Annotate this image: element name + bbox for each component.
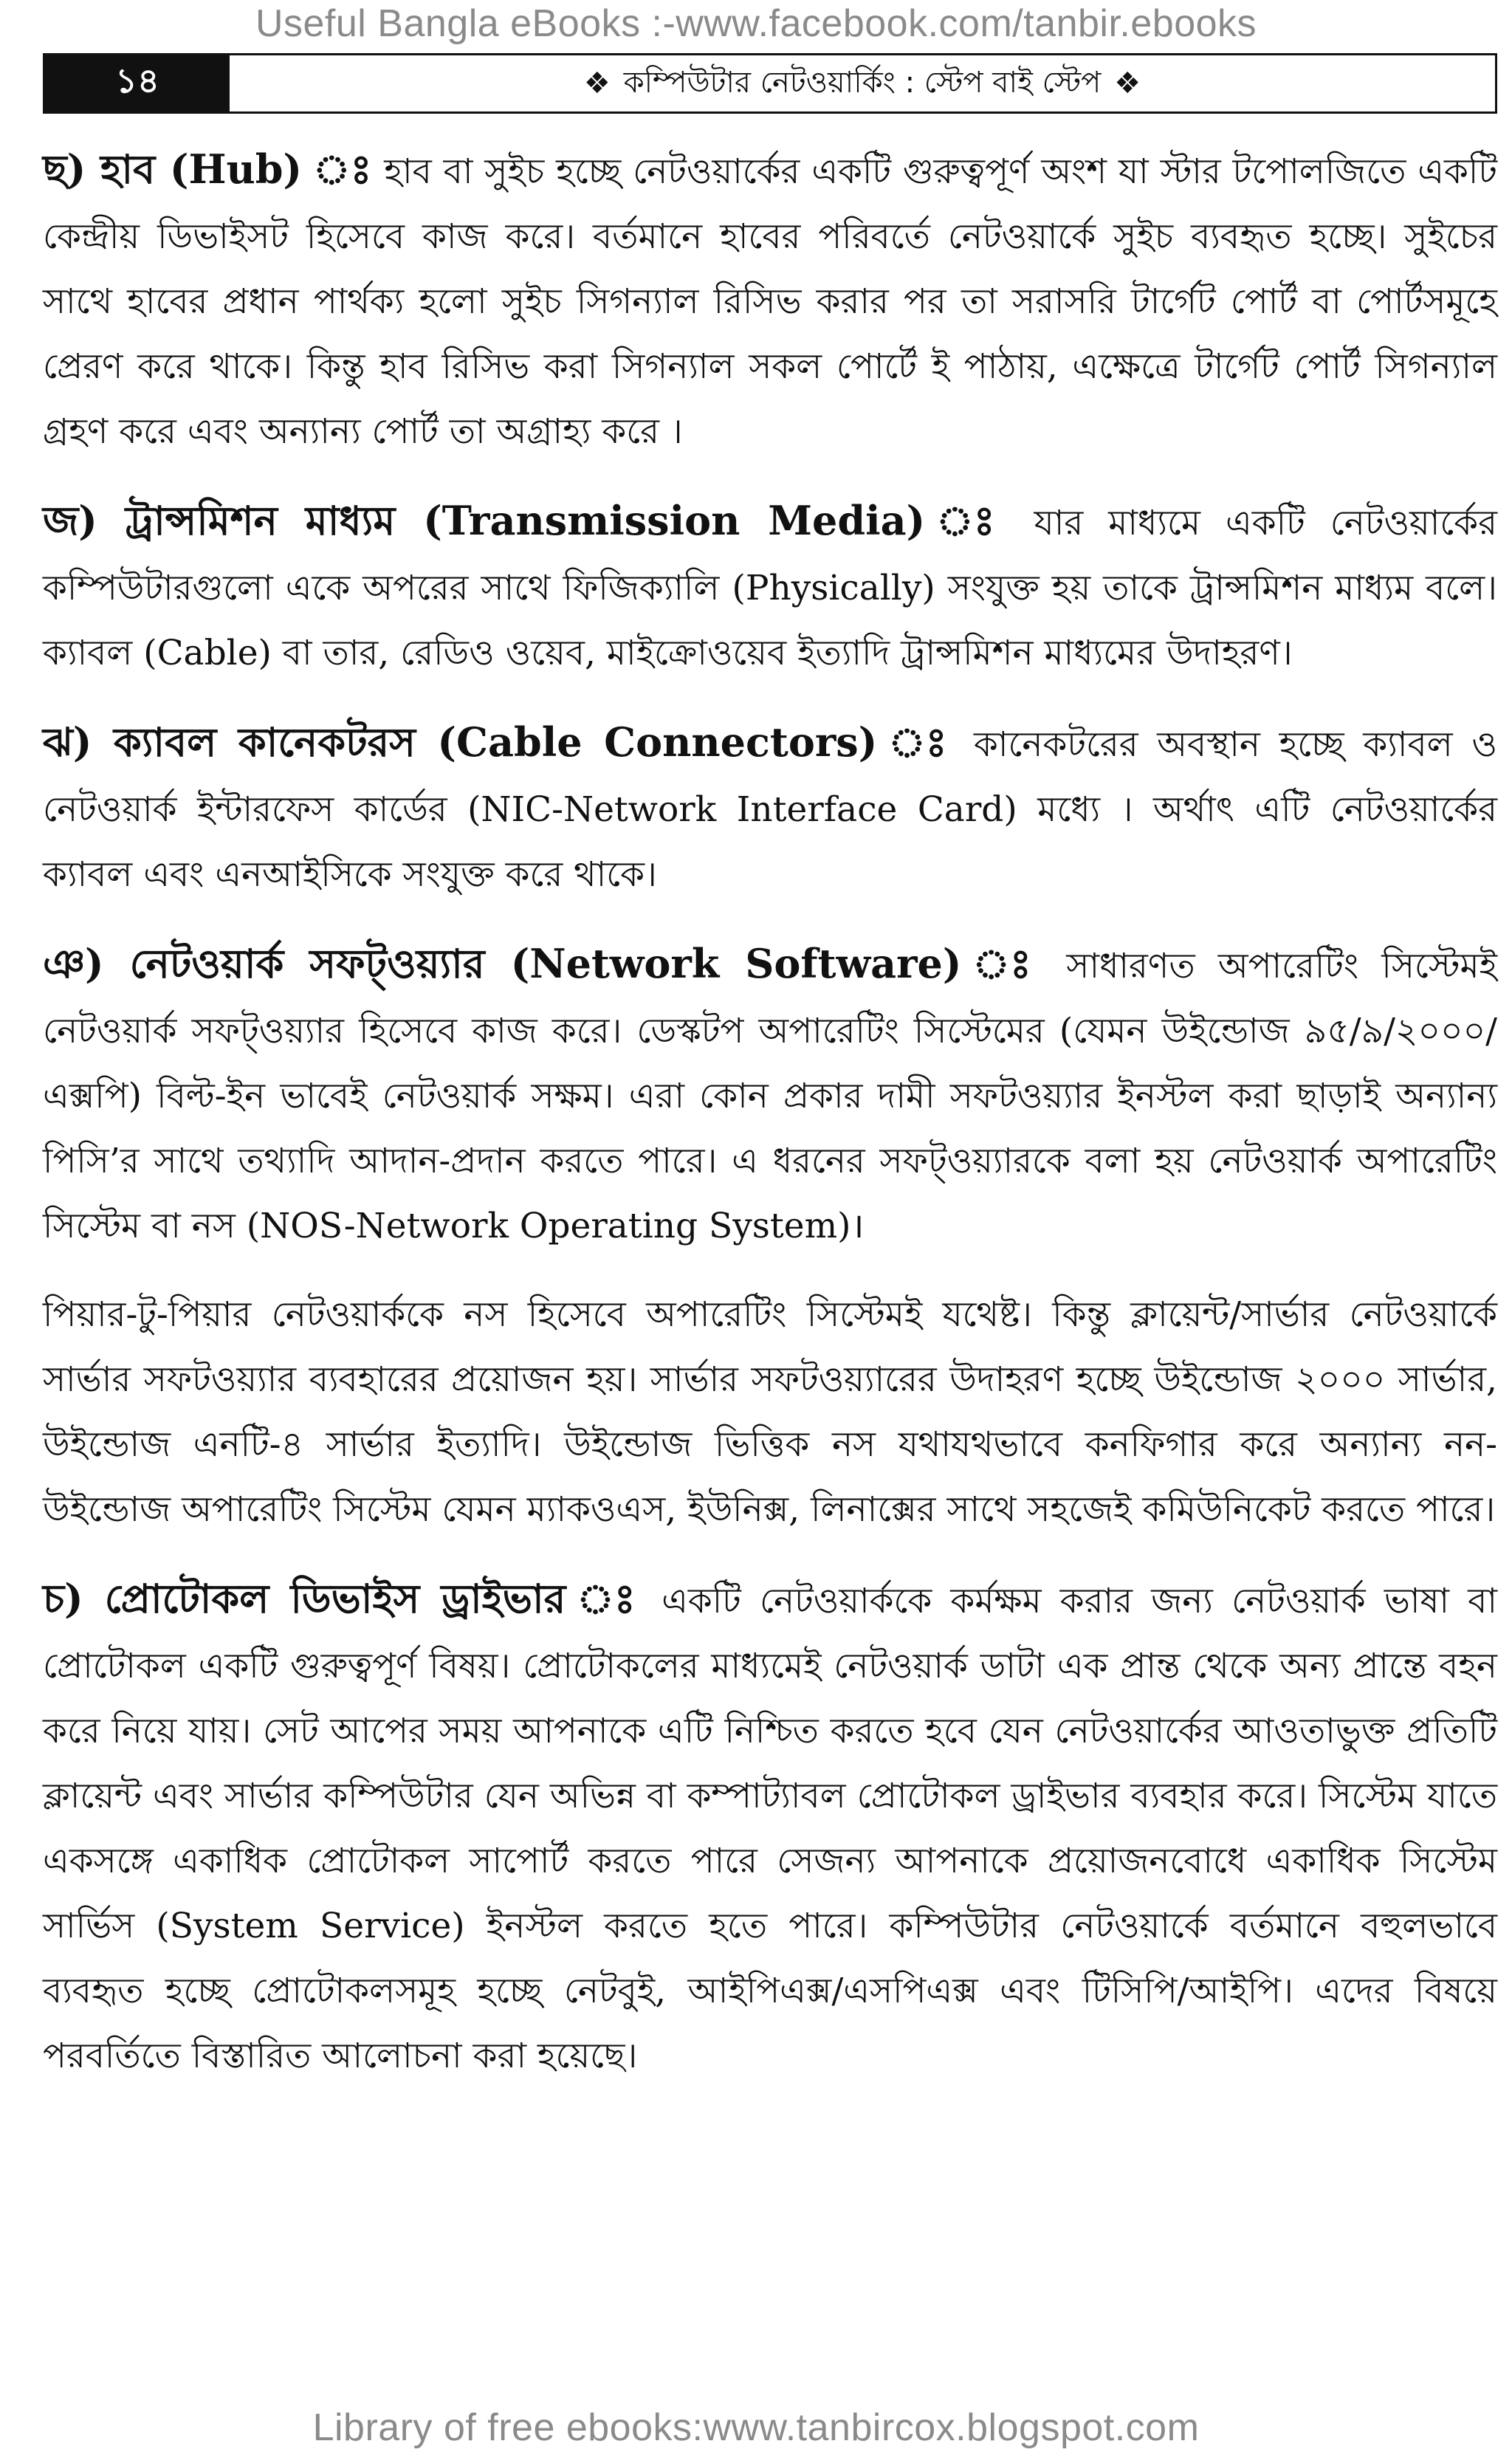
section-transmission-media xyxy=(43,488,1497,686)
section-body: সাধারণত অপারেটিং সিস্টেমই নেটওয়ার্ক সফট্ওয়্যার হিসেবে কাজ করে। ডেস্কটপ অপারেটিং সিস্টেমের (যেমন উইন্ডোজ ৯৫/৯/২০০০/এক্সপি) বিল্ট-ইন ভাবেই নেটওয়ার্ক সক্ষম। এরা কোন প্রকার দামী সফটওয়্যার ইনস্টল করা ছাড়াই অন্যান্য পিসি’র সাথে তথ্যাদি আদান-প্রদান করতে পারে। এ ধরনের সফট্ওয়্যারকে বলা হয় নেটওয়ার্ক অপারেটিং সিস্টেম বা নস (NOS-Network Operating System)। xyxy=(43,946,1497,1246)
watermark-top: Useful Bangla eBooks :-www.facebook.com/tanbir.ebooks xyxy=(255,2,1257,45)
section-heading: জ) ট্রান্সমিশন মাধ্যম (Transmission Media) ঃ xyxy=(43,497,1009,544)
section-heading: ঞ) নেটওয়ার্ক সফট্ওয়্যার (Network Software) ঃ xyxy=(43,940,1044,987)
section-body: যার মাধ্যমে একটি নেটওয়ার্কের কম্পিউটারগুলো একে অপরের সাথে ফিজিক্যালি (Physically) সংযুক্ত হয় তাকে ট্রান্সমিশন মাধ্যম বলে। ক্যাবল (Cable) বা তার, রেডিও ওয়েব, মাইক্রোওয়েব ইত্যাদি ট্রান্সমিশন মাধ্যমের উদাহরণ। xyxy=(43,503,1497,673)
page-header xyxy=(43,53,1497,114)
section-heading: ঝ) ক্যাবল কানেকটরস (Cable Connectors) ঃ xyxy=(43,718,955,766)
section-heading: ছ) হাব (Hub) ঃ xyxy=(43,145,373,193)
running-title xyxy=(230,55,1495,111)
page-number: ১৪ xyxy=(45,55,230,111)
section-cable-connectors xyxy=(43,710,1497,907)
paragraph-peer-to-peer xyxy=(43,1283,1497,1542)
section-heading: চ) প্রোটোকল ডিভাইস ড্রাইভার ঃ xyxy=(43,1575,643,1622)
section-protocol-driver xyxy=(43,1566,1497,2089)
section-body: হাব বা সুইচ হচ্ছে নেটওয়ার্কের একটি গুরুত্বপূর্ণ অংশ যা স্টার টপোলজিতে একটি কেন্দ্রীয় ডিভাইসট হিসেবে কাজ করে। বর্তমানে হাবের পরিবর্তে নেটওয়ার্কে সুইচ ব্যবহৃত হচ্ছে। সুইচের সাথে হাবের প্রধান পার্থক্য হলো সুইচ সিগন্যাল রিসিভ করার পর তা সরাসরি টার্গেট পোর্ট বা পোর্টসমূহে প্রেরণ করে থাকে। কিন্তু হাব রিসিভ করা সিগন্যাল সকল পোর্টে ই পাঠায়, এক্ষেত্রে টার্গেট পোর্ট সিগন্যাল গ্রহণ করে এবং অন্যান্য পোর্ট তা অগ্রাহ্য করে । xyxy=(43,151,1497,452)
section-network-software xyxy=(43,931,1497,1259)
ornament-icon: ❖ xyxy=(1114,66,1141,100)
book-title: কম্পিউটার নেটওয়ার্কিং : স্টেপ বাই স্টেপ xyxy=(623,65,1102,100)
section-hub xyxy=(43,137,1497,464)
page-content xyxy=(43,137,1497,2112)
section-body: একটি নেটওয়ার্ককে কর্মক্ষম করার জন্য নেটওয়ার্ক ভাষা বা প্রোটোকল একটি গুরুত্বপূর্ণ বিষয়। প্রোটোকলের মাধ্যমেই নেটওয়ার্ক ডাটা এক প্রান্ত থেকে অন্য প্রান্তে বহন করে নিয়ে যায়। সেট আপের সময় আপনাকে এটি নিশ্চিত করতে হবে যেন নেটওয়ার্কের আওতাভুক্ত প্রতিটি ক্লায়েন্ট এবং সার্ভার কম্পিউটার যেন অভিন্ন বা কম্পাট্যাবল প্রোটোকল ড্রাইভার ব্যবহার করে। সিস্টেম যাতে একসঙ্গে একাধিক প্রোটোকল সাপোর্ট করতে পারে সেজন্য আপনাকে প্রয়োজনবোধে একাধিক সিস্টেম সার্ভিস (System Service) ইনস্টল করতে হতে পারে। কম্পিউটার নেটওয়ার্কে বর্তমানে বহুলভাবে ব্যবহৃত হচ্ছে প্রোটোকলসমূহ হচ্ছে নেটবুই, আইপিএক্স/এসপিএক্স এবং টিসিপি/আইপি। এদের বিষয়ে পরবর্তিতে বিস্তারিত আলোচনা করা হয়েছে। xyxy=(43,1581,1497,2076)
watermark-bottom: Library of free ebooks:www.tanbircox.blogspot.com xyxy=(312,2406,1200,2449)
section-body: পিয়ার-টু-পিয়ার নেটওয়ার্ককে নস হিসেবে অপারেটিং সিস্টেমই যথেষ্ট। কিন্তু ক্লায়েন্ট/সার্ভার নেটওয়ার্কে সার্ভার সফটওয়্যার ব্যবহারের প্রয়োজন হয়। সার্ভার সফটওয়্যারের উদাহরণ হচ্ছে উইন্ডোজ ২০০০ সার্ভার, উইন্ডোজ এনটি-৪ সার্ভার ইত্যাদি। উইন্ডোজ ভিত্তিক নস যথাযথভাবে কনফিগার করে অন্যান্য নন-উইন্ডোজ অপারেটিং সিস্টেম যেমন ম্যাকওএস, ইউনিক্স, লিনাক্সের সাথে সহজেই কমিউনিকেট করতে পারে। xyxy=(43,1294,1497,1530)
ornament-icon: ❖ xyxy=(583,66,611,100)
section-body: কানেকটরের অবস্থান হচ্ছে ক্যাবল ও নেটওয়ার্ক ইন্টারফেস কার্ডের (NIC-Network Interface Card) মধ্যে । অর্থাৎ এটি নেটওয়ার্কের ক্যাবল এবং এনআইসিকে সংযুক্ত করে থাকে। xyxy=(43,724,1497,895)
